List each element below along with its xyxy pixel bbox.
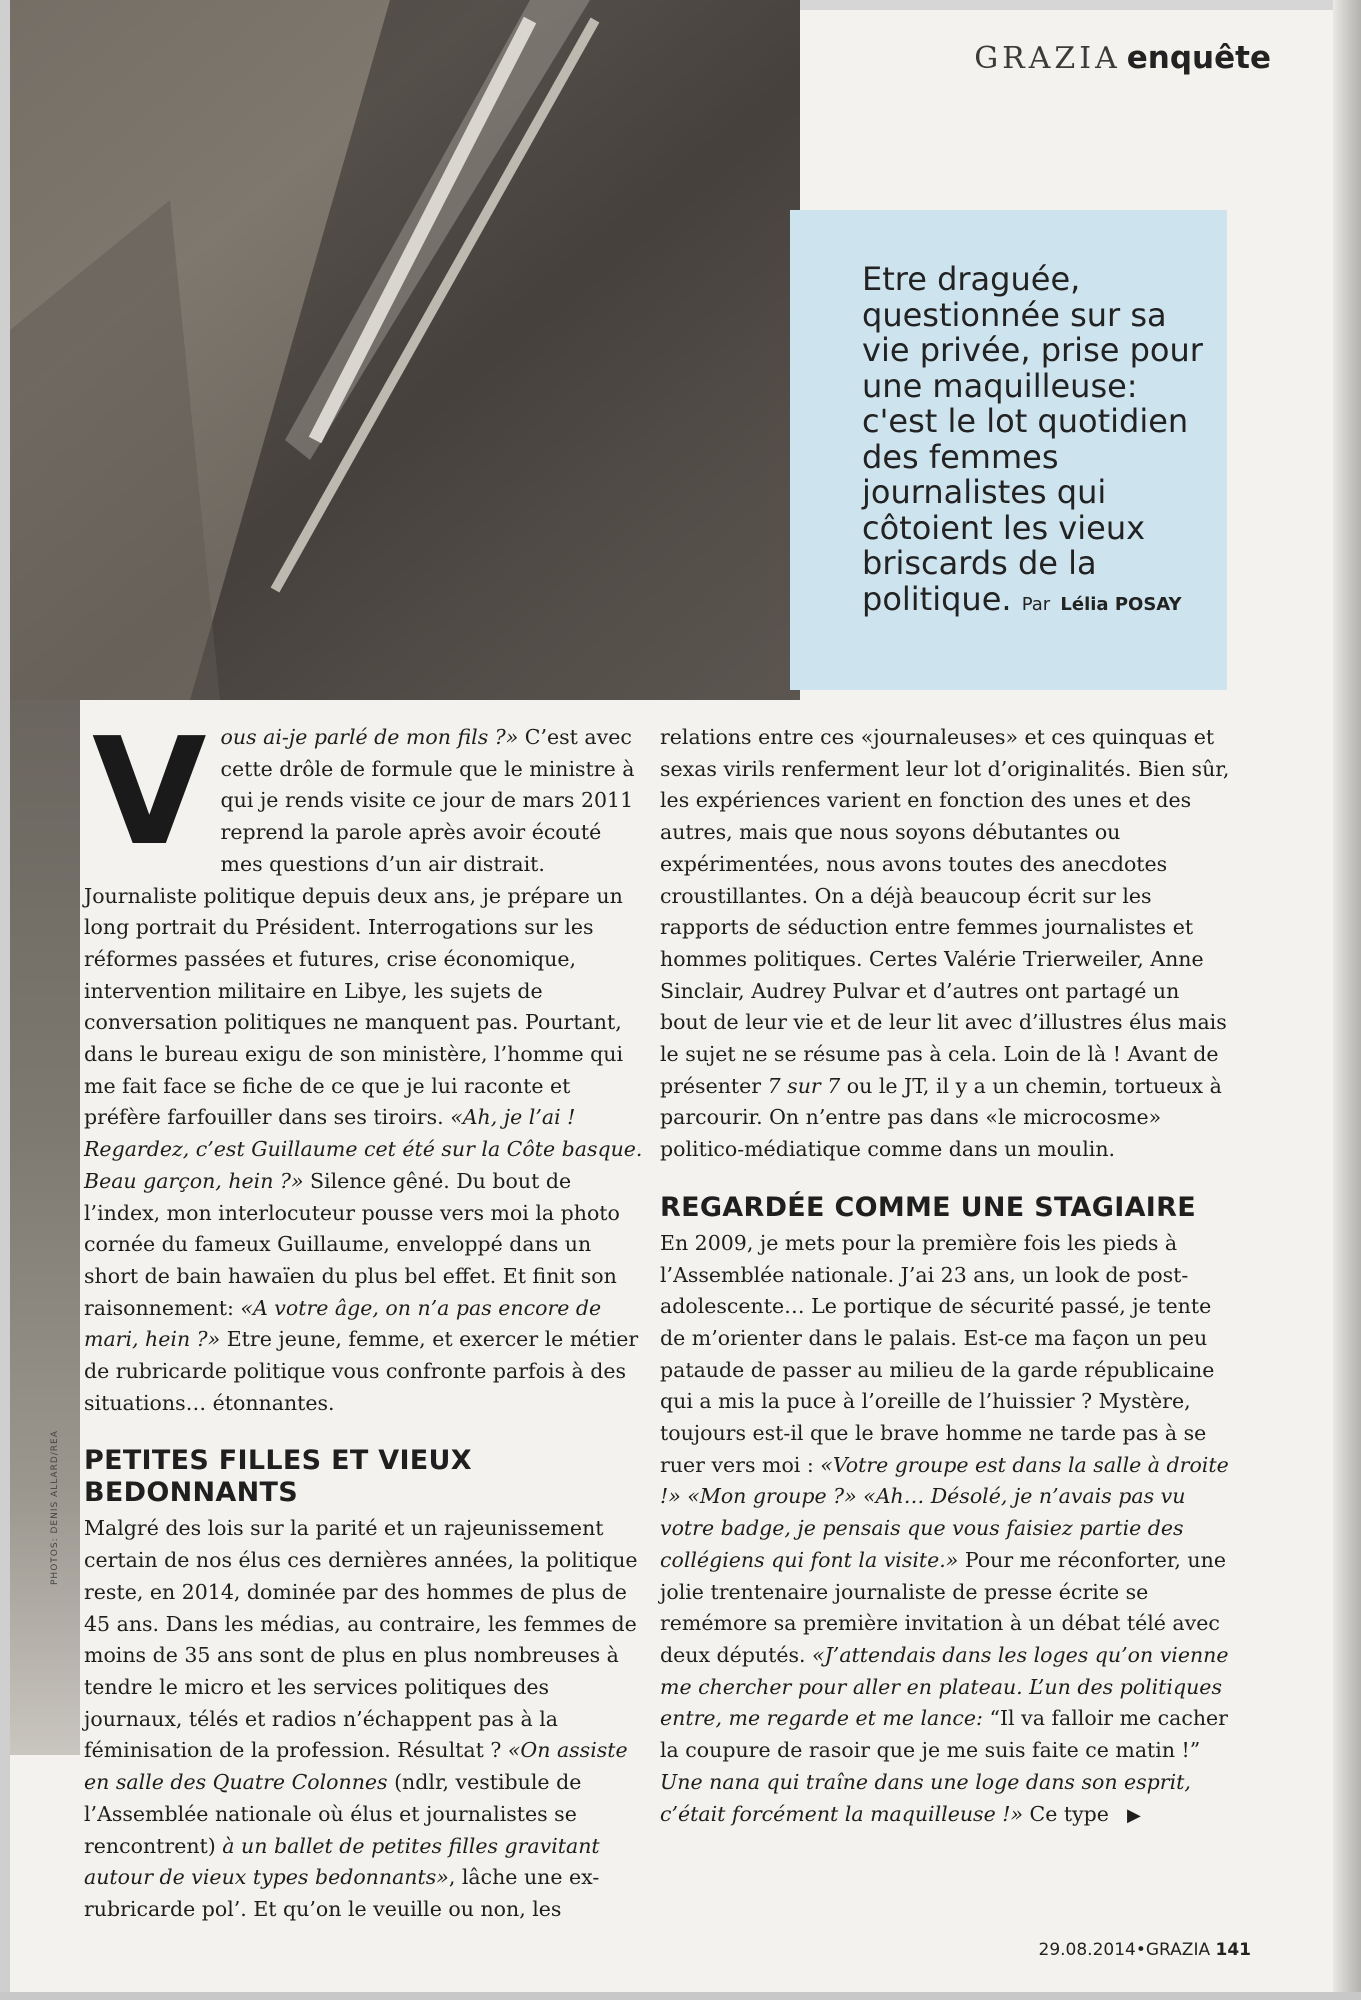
p2-run: à un ballet de petites filles gravitant autour de vieux types bedonnants» (84, 1833, 600, 1890)
page-footer (1039, 1940, 1252, 1960)
p1-run: Etre jeune, femme, et exercer le métier de rubricarde politique vous confronte parfois à des situations… étonnantes. (84, 1327, 639, 1415)
p3-run: En 2009, je mets pour la première fois les pieds à l’Assemblée nationale. J’ai 23 ans, un look de post-adolescente… Le portique de sécurité passé, je tente de m’orienter dans le palais. Est-ce ma façon un peu pataude de passer au milieu de la garde républicaine qui a mis la puce à l’oreille de l’huissier ? Mystère, toujours est-il que le brave homme ne tarde pas à se ruer vers moi : (660, 1230, 1215, 1477)
article-photo (10, 0, 800, 700)
p3-run: Pour me réconforter, une jolie trentenaire journaliste de presse écrite se remémore sa première invitation à un débat télé avec deux députés. (660, 1547, 1226, 1667)
magazine-brand: GRAZIA (974, 41, 1121, 76)
subheading-2: REGARDÉE COMME UNE STAGIAIRE (660, 1191, 1196, 1223)
article-column-1 (84, 706, 644, 1926)
p2-run: ou le JT, il y a un chemin, tortueux à parcourir. On n’entre pas dans «le microcosme» politico-médiatique comme dans un moulin. (660, 1073, 1222, 1162)
p2-run: relations entre ces «journaleuses» et ces quinquas et sexas virils renferment leur lot d’originalités. Bien sûr, les expériences varient en fonction des unes et des autres, mais que nous soyons débutantes ou expérimentées, nous avons toutes des anecdotes croustillantes. On a déjà beaucoup écrit sur les rapports de séduction entre femmes journalistes et hommes politiques. Certes Valérie Trierweiler, Anne Sinclair, Audrey Pulvar et d’autres ont partagé un bout de leur vie et de leur lit avec d’illustres élus mais le sujet ne se résume pas à cela. Loin de là ! Avant de présenter (660, 725, 1230, 1098)
p3-run: «J’attendais dans les loges qu’on vienne me chercher pour aller en plateau. L’un des politiques entre, me regarde et me lance: (660, 1642, 1229, 1731)
section-label: enquête (1126, 40, 1271, 76)
article-column-2 (660, 722, 1230, 1831)
author-name: Lélia POSAY (1060, 593, 1182, 615)
intro-paragraph (84, 706, 644, 1419)
p2-run: «On assiste en salle des Quatre Colonnes (84, 1738, 628, 1795)
photo-shapes (10, 0, 800, 700)
footer-magazine: GRAZIA (1145, 1940, 1211, 1960)
section-header (974, 40, 1271, 76)
page-gutter-shadow (1333, 0, 1361, 2000)
p1-run: Silence gêné. Du bout de l’index, mon interlocuteur pousse vers moi la photo cornée du fameux Guillaume, enveloppé dans un short de bain hawaïen du plus bel effet. Et finit son raisonnement: (84, 1168, 620, 1320)
scan-edge-bottom (0, 1992, 1361, 2000)
lede-text: Etre draguée, questionnée sur sa vie privée, prise pour une maquilleuse: c'est le lot quotidien des femmes journalistes qui côtoient les vieux briscards de la politique. (862, 260, 1203, 618)
p1-run: C’est avec cette drôle de formule que le ministre à qui je rends visite ce jour de mars 2011 reprend la parole après avoir écouté mes questions d’un air distrait. Journaliste politique depuis deux ans, je prépare un long portrait du Président. Interrogations sur les réformes passées et futures, crise économique, intervention militaire en Libye, les sujets de conversation politiques ne manquent pas. Pourtant, dans le bureau exigu de son ministère, l’homme qui me fait face se fiche de ce que je lui raconte et préfère farfouiller dans ses tiroirs. (84, 725, 635, 1130)
byline-prefix: Par (1021, 593, 1051, 615)
p1-run: «A votre âge, on n’a pas encore de mari, hein ?» (84, 1295, 602, 1352)
p2-run: 7 sur 7 (767, 1073, 841, 1098)
page-number: 141 (1215, 1940, 1251, 1960)
p3-run: «Votre groupe est dans la salle à droite !» «Mon groupe ?» «Ah… Désolé, je n’avais pas vu votre badge, je pensais que vous faisiez partie des collégiens qui font la visite.» (660, 1452, 1229, 1572)
p2-run: (ndlr, vestibule de l’Assemblée nationale où élus et journalistes se rencontrent) (84, 1770, 582, 1858)
p2-run: , lâche une ex-rubricarde pol’. Et qu’on le veuille ou non, les (84, 1865, 600, 1921)
continue-arrow-icon: ▶ (1126, 1804, 1141, 1826)
paragraph-2-part-1 (84, 1513, 644, 1925)
scan-edge-left (0, 0, 10, 2000)
p3-run: Une nana qui traîne dans une loge dans son esprit, c’était forcément la maquilleuse !» (660, 1769, 1191, 1826)
drop-cap: V (92, 706, 207, 878)
paragraph-3 (660, 1228, 1230, 1831)
footer-separator: • (1135, 1940, 1146, 1960)
p3-run: Ce type (1023, 1801, 1109, 1826)
p2-run: Malgré des lois sur la parité et un rajeunissement certain de nos élus ces dernières années, la politique reste, en 2014, dominée par des hommes de plus de 45 ans. Dans les médias, au contraire, les femmes de moins de 35 ans sont de plus en plus nombreuses à tendre le micro et les services politiques des journaux, télés et radios n’échappent pas à la féminisation de la profession. Résultat ? (84, 1516, 638, 1763)
p3-run: “Il va falloir me cacher la coupure de rasoir que je me suis faite ce matin !” (660, 1706, 1228, 1763)
p1-run: «Ah, je l’ai ! Regardez, c’est Guillaume cet été sur la Côte basque. Beau garçon, hein ?» (84, 1105, 643, 1193)
issue-date: 29.08.2014 (1038, 1940, 1136, 1960)
subheading-1: PETITES FILLES ET VIEUX BEDONNANTS (84, 1445, 472, 1509)
p1-run: ous ai-je parlé de mon fils ?» (220, 725, 519, 749)
paragraph-2-part-2 (660, 722, 1230, 1166)
lede (862, 262, 1217, 622)
photo-credit: PHOTOS: DENIS ALLARD/REA (50, 1430, 60, 1585)
article-photo-strip (10, 700, 80, 1755)
